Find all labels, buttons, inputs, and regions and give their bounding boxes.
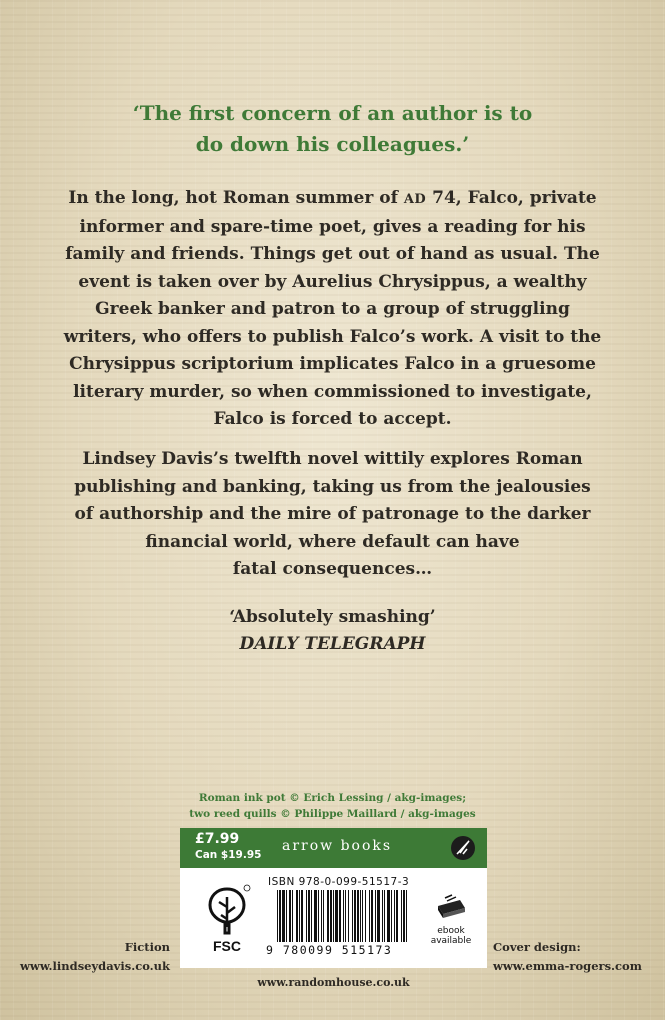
barcode-bar (330, 890, 332, 942)
image-credit-line: Roman ink pot © Erich Lessing / akg-images; (198, 792, 467, 804)
barcode-bar (387, 890, 390, 942)
barcode-bar (403, 890, 405, 942)
barcode-bar (318, 890, 319, 942)
barcode-bar (352, 890, 353, 942)
barcode-bar (289, 890, 291, 942)
barcode-bar (382, 890, 383, 942)
barcode-bar (327, 890, 329, 942)
synopsis-line: Falco is forced to accept. (213, 409, 452, 429)
cover-design-label: Cover design: (493, 940, 581, 954)
barcode-bar (348, 890, 349, 942)
novel-description-paragraph (40, 446, 625, 584)
barcode-bar (286, 890, 287, 942)
barcode-bar (362, 890, 363, 942)
fsc-label: FSC (213, 938, 241, 954)
price-uk: £7.99 (195, 831, 240, 847)
publisher-name: arrow books (282, 838, 393, 854)
isbn: ISBN 978-0-099-51517-3 (268, 876, 410, 888)
description-line: of authorship and the mire of patronage to the darker (74, 504, 591, 524)
review-quote: ‘Absolutely smashing’ (229, 607, 436, 627)
barcode-bar (369, 890, 370, 942)
press-review (40, 604, 625, 658)
review-source: DAILY TELEGRAPH (239, 634, 426, 654)
barcode-bar (333, 890, 334, 942)
barcode-bar (321, 890, 322, 942)
description-line: publishing and banking, taking us from the jealousies (74, 476, 591, 497)
epigraph-line: do down his colleagues.’ (195, 132, 470, 156)
ebook-badge (426, 892, 476, 946)
designer-website[interactable]: www.emma-rogers.com (493, 959, 642, 973)
synopsis-line: writers, who offers to publish Falco’s work. A visit to the (63, 326, 602, 347)
publisher-website[interactable]: www.randomhouse.co.uk (257, 976, 410, 989)
barcode-bar (391, 890, 392, 942)
barcode-bar (360, 890, 361, 942)
barcode-bar (335, 890, 338, 942)
epigraph-line: ‘The first concern of an author is to (132, 101, 533, 125)
genre-and-author-site (20, 938, 170, 976)
synopsis-line: Greek banker and patron to a group of struggling (95, 299, 570, 319)
barcode-bar (401, 890, 402, 942)
description-line: financial world, where default can have (145, 531, 520, 552)
barcode-bar (311, 890, 312, 942)
barcode-bar (354, 890, 356, 942)
price (195, 831, 261, 862)
barcode-number: 9 780099 515173 (266, 943, 393, 957)
barcode-bar (296, 890, 298, 942)
image-credits (150, 790, 515, 822)
barcode-bar (299, 890, 300, 942)
barcode-bar (279, 890, 281, 942)
barcode (277, 890, 408, 942)
barcode-bar (406, 890, 407, 942)
price-canada: Can $19.95 (195, 849, 262, 861)
barcode-bar (308, 890, 310, 942)
barcode-bar (384, 890, 385, 942)
barcode-bar (394, 890, 395, 942)
barcode-bar (323, 890, 324, 942)
barcode-bar (377, 890, 380, 942)
barcode-bar (343, 890, 344, 942)
ebook-label: ebook (437, 926, 465, 936)
author-website[interactable]: www.lindseydavis.co.uk (20, 959, 170, 973)
cover-design-credit (493, 938, 642, 976)
description-line: Lindsey Davis’s twelfth novel wittily explores Roman (82, 449, 583, 469)
price-bar (180, 828, 487, 868)
barcode-bar (314, 890, 317, 942)
barcode-bar (292, 890, 293, 942)
epigraph (40, 98, 625, 160)
barcode-bar (277, 890, 278, 942)
genre-label: Fiction (124, 940, 170, 954)
barcode-bar (396, 890, 398, 942)
barcode-bar (282, 890, 285, 942)
ebook-label: available (430, 936, 472, 946)
barcode-bar (345, 890, 346, 942)
barcode-bar (357, 890, 359, 942)
barcode-bar (301, 890, 303, 942)
synopsis-line: event is taken over by Aurelius Chrysippus, a wealthy (78, 271, 587, 292)
synopsis-line: literary murder, so when commissioned to investigate, (73, 381, 592, 402)
synopsis-line: informer and spare-time poet, gives a reading for his (79, 216, 586, 237)
barcode-panel (180, 868, 487, 968)
barcode-bar (306, 890, 307, 942)
synopsis-line: family and friends. Things get out of hand as usual. The (65, 244, 600, 264)
barcode-bar (375, 890, 376, 942)
ebook-book-icon (434, 892, 468, 922)
barcode-bar (339, 890, 341, 942)
synopsis-line: In the long, hot Roman summer of AD 74, Falco, private (68, 188, 597, 208)
synopsis-paragraph (40, 185, 625, 434)
barcode-bar (365, 890, 366, 942)
fsc-logo-icon (202, 883, 252, 955)
publisher-logo-icon (451, 836, 475, 860)
synopsis-line: Chrysippus scriptorium implicates Falco in a gruesome (69, 354, 596, 374)
description-line: fatal consequences… (232, 559, 433, 579)
image-credit-line: two reed quills © Philippe Maillard / akg-images (189, 808, 476, 820)
barcode-bar (371, 890, 373, 942)
